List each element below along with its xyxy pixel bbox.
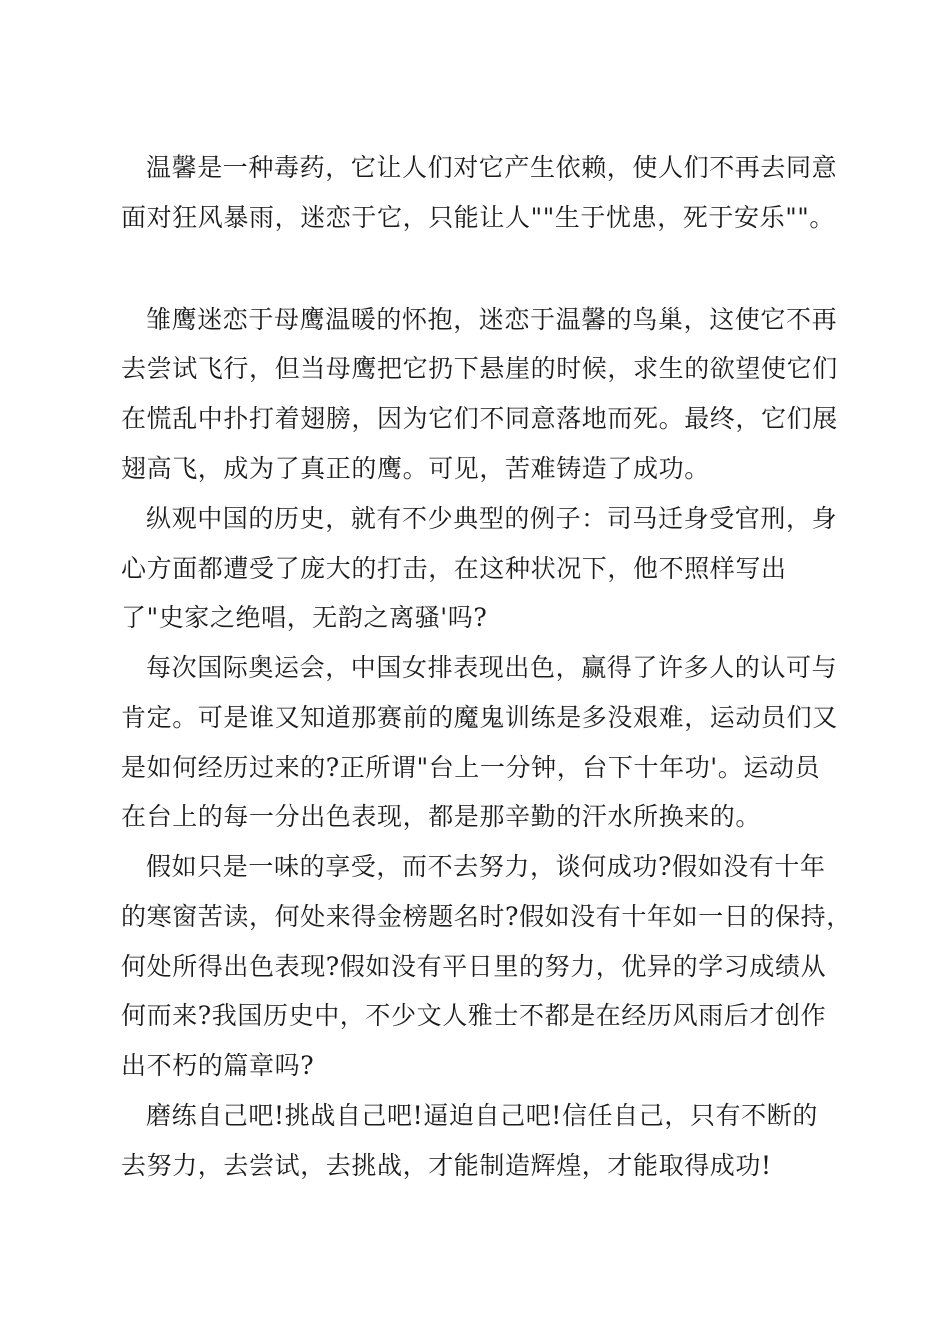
paragraph-6-line-2: 去努力，去尝试，去挑战，才能制造辉煌，才能取得成功! <box>121 1151 772 1180</box>
paragraph-3-line-2: 心方面都遭受了庞大的打击，在这种状况下，他不照样写出 <box>121 554 787 583</box>
paragraph-5-line-3: 何处所得出色表现?假如没有平日里的努力，优异的学习成绩从 <box>121 952 827 981</box>
paragraph-5-line-2: 的寒窗苦读，何处来得金榜题名时?假如没有十年如一日的保持， <box>121 902 852 931</box>
paragraph-3-line-1: 纵观中国的历史，就有不少典型的例子：司马迁身受官刑，身 <box>146 504 838 533</box>
paragraph-3-line-3: 了"史家之绝唱，无韵之离骚'吗? <box>121 603 488 632</box>
paragraph-5-line-5: 出不朽的篇章吗? <box>121 1051 315 1080</box>
paragraph-4-line-3: 是如何经历过来的?正所谓"台上一分钟，台下十年功'。运动员 <box>121 753 821 782</box>
paragraph-2-line-3: 在慌乱中扑打着翅膀，因为它们不同意落地而死。最终，它们展 <box>121 404 838 433</box>
paragraph-2-line-1: 雏鹰迷恋于母鹰温暖的怀抱，迷恋于温馨的鸟巢，这使它不再 <box>146 305 838 334</box>
paragraph-2-line-2: 去尝试飞行，但当母鹰把它扔下悬崖的时候，求生的欲望使它们 <box>121 354 838 383</box>
paragraph-4-line-1: 每次国际奥运会，中国女排表现出色，赢得了许多人的认可与 <box>146 653 838 682</box>
paragraph-1-line-2: 面对狂风暴雨，迷恋于它，只能让人""生于忧患，死于安乐""。 <box>121 203 835 232</box>
paragraph-4-line-2: 肯定。可是谁又知道那赛前的魔鬼训练是多没艰难，运动员们又 <box>121 703 838 732</box>
paragraph-1-line-1: 温馨是一种毒药，它让人们对它产生依赖，使人们不再去同意 <box>146 153 838 182</box>
paragraph-6-line-1: 磨练自己吧!挑战自己吧!逼迫自己吧!信任自己，只有不断的 <box>146 1101 818 1130</box>
paragraph-5-line-4: 何而来?我国历史中，不少文人雅士不都是在经历风雨后才创作 <box>121 1001 827 1030</box>
paragraph-4-line-4: 在台上的每一分出色表现，都是那辛勤的汗水所换来的。 <box>121 802 762 831</box>
paragraph-5-line-1: 假如只是一味的享受，而不去努力，谈何成功?假如没有十年 <box>146 852 826 881</box>
paragraph-2-line-4: 翅高飞，成为了真正的鹰。可见，苦难铸造了成功。 <box>121 454 710 483</box>
